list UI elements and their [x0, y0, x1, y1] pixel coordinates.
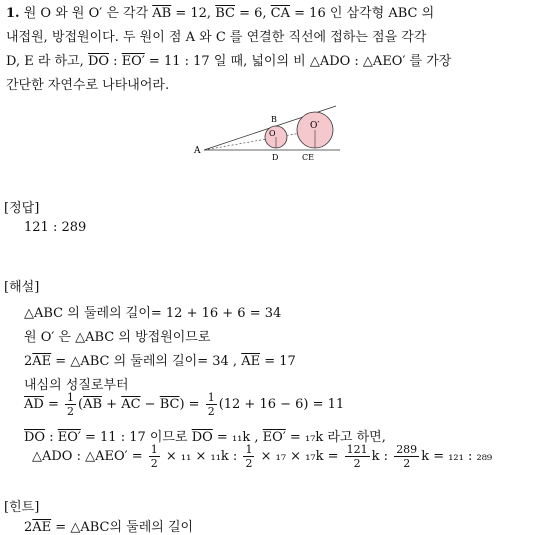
problem-line-2: 내접원, 방접원이다. 두 원이 점 A 와 C 를 연결한 직선에 접하는 점을 각각	[6, 30, 427, 45]
problem-line-1: 1. 원 O 와 원 O′ 은 각각 $\overline{AB} = 12$, $\overline{BC} = 6$, $\overline{CA} = 16$ 인 삼각형 ABC 의	[6, 6, 435, 21]
label-a: A	[194, 146, 201, 156]
geometry-figure	[190, 100, 350, 166]
fraction-half: $\frac{1}{2}$	[150, 443, 158, 470]
fraction-half: $\frac{1}{2}$	[66, 391, 74, 418]
problem-number: 1.	[6, 6, 20, 21]
problem-line-3: D, E 라 하고, $\overline{DO}$ : EO′ = 11 : 17 일 때, 넓이의 비 △ADO : △AEO′ 를 가장	[6, 54, 452, 69]
solution-line-7: △ADO : △AEO′ = $\frac{1}{2}$ × ₁₁ × ₁₁k : $\frac{1}{2}$ × ₁₇ × ₁₇k = $\frac{121}{2}$ k : $\frac{289}{2}$ k = ₁₂₁ : ₂₈₉	[32, 443, 493, 470]
solution-line-2: 원 O′ 은 △ABC 의 방접원이므로	[24, 330, 211, 345]
fraction-121-half: $\frac{121}{2}$	[346, 443, 368, 470]
solution-line-6: $\overline{DO}$ : EO′ = 11 : 17 이므로 $\overline{DO} = _{11}k$ , EO′ = ₁₇k 라고 하면,	[24, 430, 386, 445]
problem-line-4: 간단한 자연수로 나타내어라.	[6, 78, 170, 93]
solution-header: [해설]	[4, 280, 40, 295]
solution-line-3: $2\overline{AE}$ = △ABC 의 둘레의 길이= 34 , $\overline{AE} = 17$	[24, 354, 296, 369]
answer-value: 121 : 289	[24, 220, 87, 235]
fraction-289-half: $\frac{289}{2}$	[396, 443, 418, 470]
solution-line-4: 내심의 성질로부터	[24, 378, 129, 393]
answer-header: [정답]	[4, 201, 40, 216]
solution-line-1: △ABC 의 둘레의 길이= 12 + 16 + 6 = 34	[24, 306, 282, 321]
label-o: O	[269, 129, 276, 138]
fraction-half: $\frac{1}{2}$	[245, 443, 253, 470]
label-b: B	[271, 115, 277, 124]
solution-line-5: $\overline{AD}$ = $\frac{1}{2}$ $(\overline{AB} + \overline{AC} - \overline{BC})$ = $\frac{1}{2}$ (12 + 16 − 6) = 11	[24, 391, 345, 418]
label-ce: CE	[302, 153, 314, 162]
hint-line: $2\overline{AE}$ = △ABC의 둘레의 길이	[24, 520, 194, 535]
fraction-half: $\frac{1}{2}$	[207, 391, 215, 418]
hint-header: [힌트]	[4, 500, 40, 515]
label-o-prime: O′	[310, 121, 320, 131]
label-d: D	[272, 153, 279, 162]
